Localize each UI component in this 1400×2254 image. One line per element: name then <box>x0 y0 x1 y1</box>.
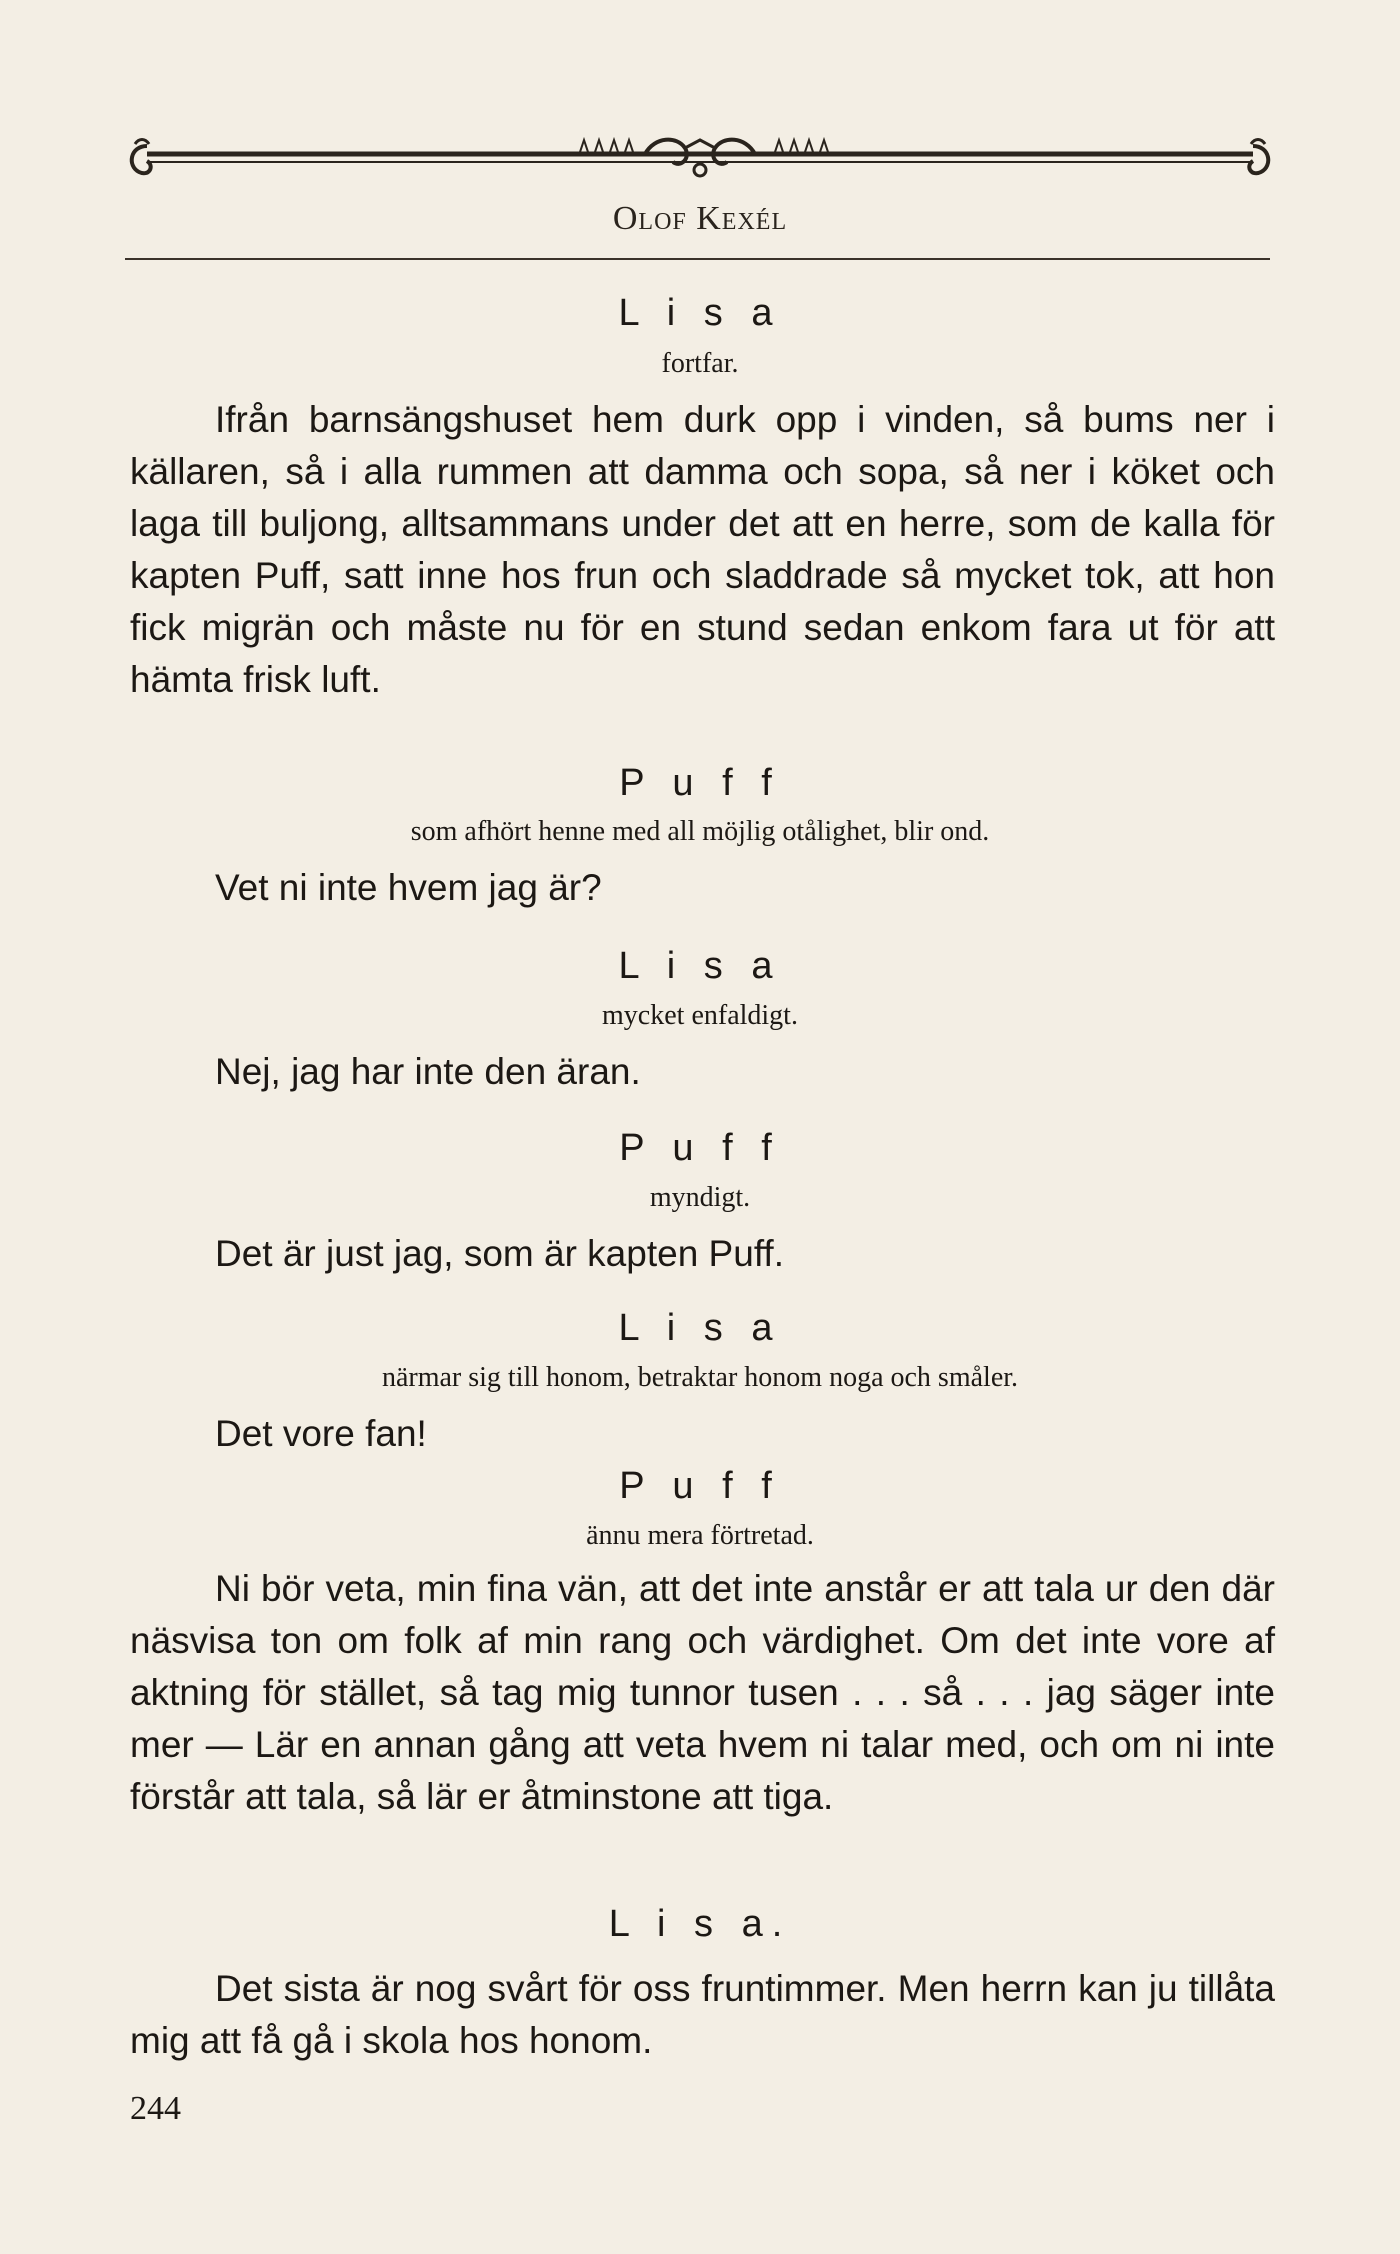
stage-direction: närmar sig till honom, betraktar honom noga och småler. <box>381 1362 1019 1393</box>
speaker-name: L i s a <box>618 1307 782 1349</box>
speaker-name: L i s a. <box>608 1903 792 1945</box>
stage-direction: fortfar. <box>661 348 739 379</box>
speaker-name: L i s a <box>618 945 782 987</box>
speaker-name: L i s a <box>618 292 782 334</box>
stage-direction: mycket enfaldigt. <box>602 1000 798 1031</box>
dialogue-line: Nej, jag har inte den äran. <box>215 1051 641 1092</box>
stage-direction: ännu mera förtretad. <box>586 1520 814 1551</box>
dialogue-paragraph: Ni bör veta, min fina vän, att det inte anstår er att tala ur den där näsvisa ton om folk af min rang och värdighet. Om det inte vore af aktning för stället, så tag mig tunnor tusen . . . så . . . jag säger inte mer — Lär en annan gång att veta hvem ni talar med, och om ni inte förstår att tala, så lär er åtminstone att tiga. <box>130 1568 1275 1817</box>
decorative-headpiece-ornament <box>125 128 1275 198</box>
speaker-name: P u f f <box>619 1127 781 1169</box>
speaker-name: P u f f <box>619 1465 781 1507</box>
stage-direction: som afhört henne med all möjlig otålighet, blir ond. <box>410 816 990 847</box>
speaker-name: P u f f <box>619 762 781 804</box>
dialogue-paragraph: Det sista är nog svårt för oss fruntimmer. Men herrn kan ju tillåta mig att få gå i skola hos honom. <box>130 1968 1275 2061</box>
dialogue-line: Vet ni inte hvem jag är? <box>215 867 602 908</box>
dialogue-line: Det är just jag, som är kapten Puff. <box>215 1233 784 1274</box>
header-rule <box>125 258 1270 260</box>
dialogue-paragraph: Ifrån barnsängshuset hem durk opp i vinden, så bums ner i källaren, så i alla rummen att damma och sopa, så ner i köket och laga till buljong, alltsammans under det att en herre, som de kalla för kapten Puff, satt inne hos frun och sladdrade så mycket tok, att hon fick migrän och måste nu för en stund sedan enkom fara ut för att hämta frisk luft. <box>130 399 1275 700</box>
page-number: 244 <box>130 2090 181 2127</box>
dialogue-line: Det vore fan! <box>215 1413 427 1454</box>
stage-direction: myndigt. <box>649 1182 751 1213</box>
running-head-author: Olof Kexél <box>612 200 788 237</box>
